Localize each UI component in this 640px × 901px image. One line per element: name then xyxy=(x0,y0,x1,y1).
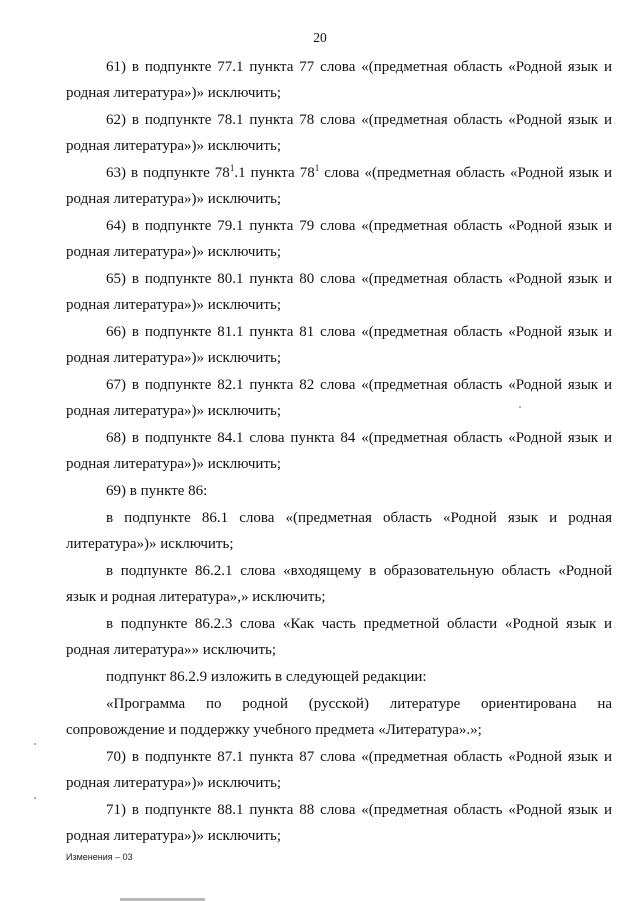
paragraph-item-65: 65) в подпункте 80.1 пункта 80 слова «(предметная область «Родной язык и родная литература»)» исключить; xyxy=(66,271,612,313)
scan-speck xyxy=(34,797,36,799)
paragraph-86-2-9: подпункт 86.2.9 изложить в следующей редакции: xyxy=(106,669,427,685)
paragraph-item-63: 63) в подпункте $78^1.1$ пункта $78^1$ слова «(предметная область «Родной язык и родная литература»)» исключить; xyxy=(66,163,612,207)
paragraph-item-69: 69) в пункте 86: xyxy=(106,483,208,499)
paragraph-item-67: 67) в подпункте 82.1 пункта 82 слова «(предметная область «Родной язык и родная литература»)» исключить; xyxy=(66,377,612,419)
scan-speck xyxy=(519,406,521,408)
paragraph-item-71: 71) в подпункте 88.1 пункта 88 слова «(предметная область «Родной язык и родная литература»)» исключить; xyxy=(66,802,612,844)
paragraph-quote: «Программа по родной (русской) литературе ориентирована на сопровождение и поддержку учебного предмета «Литература».»; xyxy=(66,696,612,738)
paragraph-item-66: 66) в подпункте 81.1 пункта 81 слова «(предметная область «Родной язык и родная литература»)» исключить; xyxy=(66,324,612,366)
paragraph-item-62: 62) в подпункте 78.1 пункта 78 слова «(предметная область «Родной язык и родная литература»)» исключить; xyxy=(66,112,612,154)
paragraph-86-1: в подпункте 86.1 слова «(предметная область «Родной язык и родная литература»)» исключить; xyxy=(66,510,612,552)
paragraph-item-68: 68) в подпункте 84.1 слова пункта 84 «(предметная область «Родной язык и родная литература»)» исключить; xyxy=(66,430,612,472)
page-number: 20 xyxy=(313,30,327,45)
footer-revision: Изменения – 03 xyxy=(66,852,133,862)
superscript-1: 1 xyxy=(229,163,235,173)
scan-speck xyxy=(34,743,36,745)
paragraph-item-70: 70) в подпункте 87.1 пункта 87 слова «(предметная область «Родной язык и родная литература»)» исключить; xyxy=(66,749,612,791)
document-body xyxy=(66,54,612,849)
superscript-2: 1 xyxy=(314,163,320,173)
paragraph-item-61: 61) в подпункте 77.1 пункта 77 слова «(предметная область «Родной язык и родная литература»)» исключить; xyxy=(66,59,612,101)
paragraph-item-64: 64) в подпункте 79.1 пункта 79 слова «(предметная область «Родной язык и родная литература»)» исключить; xyxy=(66,218,612,260)
paragraph-86-2-1: в подпункте 86.2.1 слова «входящему в образовательную область «Родной язык и родная литература»,» исключить; xyxy=(66,563,612,605)
paragraph-86-2-3: в подпункте 86.2.3 слова «Как часть предметной области «Родной язык и родная литература»» исключить; xyxy=(66,616,612,658)
